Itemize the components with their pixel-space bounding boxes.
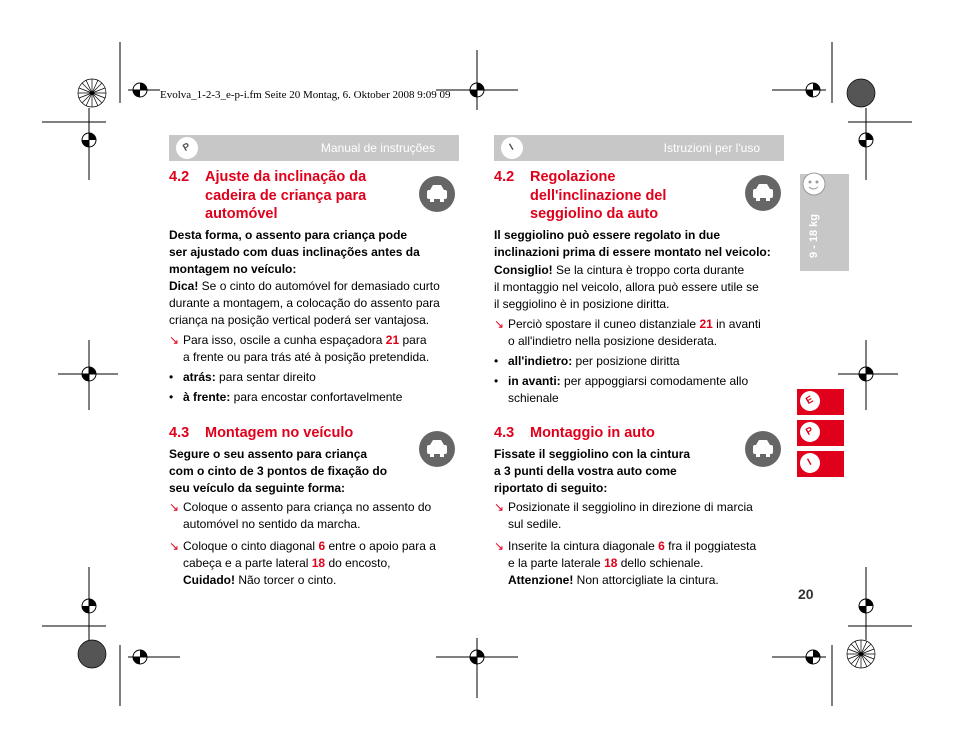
- bullet-back-it: • all'indietro: per posizione diritta: [494, 354, 680, 368]
- arrow-icon: ↘: [169, 539, 180, 553]
- step-seat-it: ↘ Posizionate il seggiolino in direzione di marcia sul sedile.: [494, 500, 753, 531]
- bullet-icon: •: [494, 354, 499, 368]
- section-heading-4-2-pt: [169, 168, 429, 226]
- step-wedge-it: ↘ Perciò spostare il cuneo distanziale 21 in avanti o all'indietro nella posizione desiderata.: [494, 317, 761, 348]
- language-tab-letter: I: [796, 449, 823, 476]
- bullet-front-it: • in avanti: per appoggiarsi comodamente allo schienale: [494, 374, 749, 405]
- baby-face-icon: [800, 170, 830, 200]
- step-belt-it: ↘ Inserite la cintura diagonale 6 fra il poggiatesta e la parte laterale 18 dello schienale. Attenzione! Non attorcigliate la cintura.: [494, 539, 757, 587]
- intro-bold-pt-2: Segure o seu assento para criança com o cinto de 3 pontos de fixação do seu veículo da seguinte forma:: [169, 447, 388, 495]
- bullet-icon: •: [494, 374, 499, 388]
- section-number: 4.2: [494, 169, 515, 185]
- language-badge-p: P: [172, 133, 202, 163]
- section-number: 4.3: [494, 425, 515, 441]
- bullet-back-pt: • atrás: para sentar direito: [169, 370, 316, 384]
- section-bar-portuguese: [169, 135, 459, 161]
- step-belt-pt: ↘ Coloque o cinto diagonal 6 entre o apoio para a cabeça e a parte lateral 18 do encosto, Cuidado! Não torcer o cinto.: [169, 539, 436, 587]
- intro-bold-it-2: Fissate il seggiolino con la cintura a 3 punti della vostra auto come riportato di seguito:: [494, 447, 691, 495]
- car-icon: [419, 176, 455, 212]
- arrow-icon: ↘: [494, 539, 505, 553]
- arrow-icon: ↘: [494, 500, 505, 514]
- language-tab-i[interactable]: [797, 451, 844, 477]
- language-tab-letter: P: [796, 418, 823, 445]
- step-seat-pt: ↘ Coloque o assento para criança no assento do automóvel no sentido da marcha.: [169, 500, 432, 531]
- section-bar-title: Istruzioni per l'uso: [663, 141, 760, 155]
- weight-range-label: 9 - 18 kg: [808, 213, 820, 258]
- language-badge-i: I: [497, 133, 527, 163]
- language-tab-e[interactable]: [797, 389, 844, 415]
- section-number: 4.3: [169, 425, 190, 441]
- weight-group-tab: [800, 174, 849, 271]
- language-tab-p[interactable]: [797, 420, 844, 446]
- bullet-front-pt: • à frente: para encostar confortavelmente: [169, 390, 403, 404]
- section-heading-4-3-pt: [169, 424, 429, 444]
- intro-bold-pt: Desta forma, o assento para criança pode ser ajustado com duas inclinações antes da montagem no veículo:: [169, 228, 420, 276]
- tip-paragraph-it: Consiglio! Se la cintura è troppo corta durante il montaggio nel veicolo, allora può essere utile se il seggiolino è in posizione diritta.: [494, 263, 759, 311]
- intro-bold-it: Il seggiolino può essere regolato in due inclinazioni prima di essere montato nel veicolo:: [494, 228, 771, 259]
- section-bar-title: Manual de instruções: [320, 141, 435, 155]
- section-bar-italian: [494, 135, 784, 161]
- language-tab-letter: E: [796, 387, 823, 414]
- bullet-icon: •: [169, 390, 174, 404]
- file-header-line: Evolva_1-2-3_e-p-i.fm Seite 20 Montag, 6. Oktober 2008 9:09 09: [160, 89, 451, 101]
- arrow-icon: ↘: [494, 317, 505, 331]
- car-icon: [745, 175, 781, 211]
- tip-paragraph-pt: Dica! Se o cinto do automóvel for demasiado curto durante a montagem, a colocação do assento para criança na posição vertical poderá ser vantajosa.: [169, 279, 440, 327]
- arrow-icon: ↘: [169, 500, 180, 514]
- section-title: Montagem no veículo: [205, 425, 354, 441]
- section-title: Ajuste da inclinação da cadeira de criança para automóvel: [205, 169, 367, 222]
- section-heading-4-3-it: [494, 424, 754, 444]
- page-number: 20: [798, 586, 814, 602]
- section-title: Regolazione dell'inclinazione del seggiolino da auto: [530, 169, 667, 222]
- bullet-icon: •: [169, 370, 174, 384]
- section-title: Montaggio in auto: [530, 425, 655, 441]
- step-wedge-pt: ↘ Para isso, oscile a cunha espaçadora 21 para a frente ou para trás até à posição pretendida.: [169, 333, 430, 364]
- section-number: 4.2: [169, 169, 190, 185]
- arrow-icon: ↘: [169, 333, 180, 347]
- section-heading-4-2-it: [494, 168, 754, 226]
